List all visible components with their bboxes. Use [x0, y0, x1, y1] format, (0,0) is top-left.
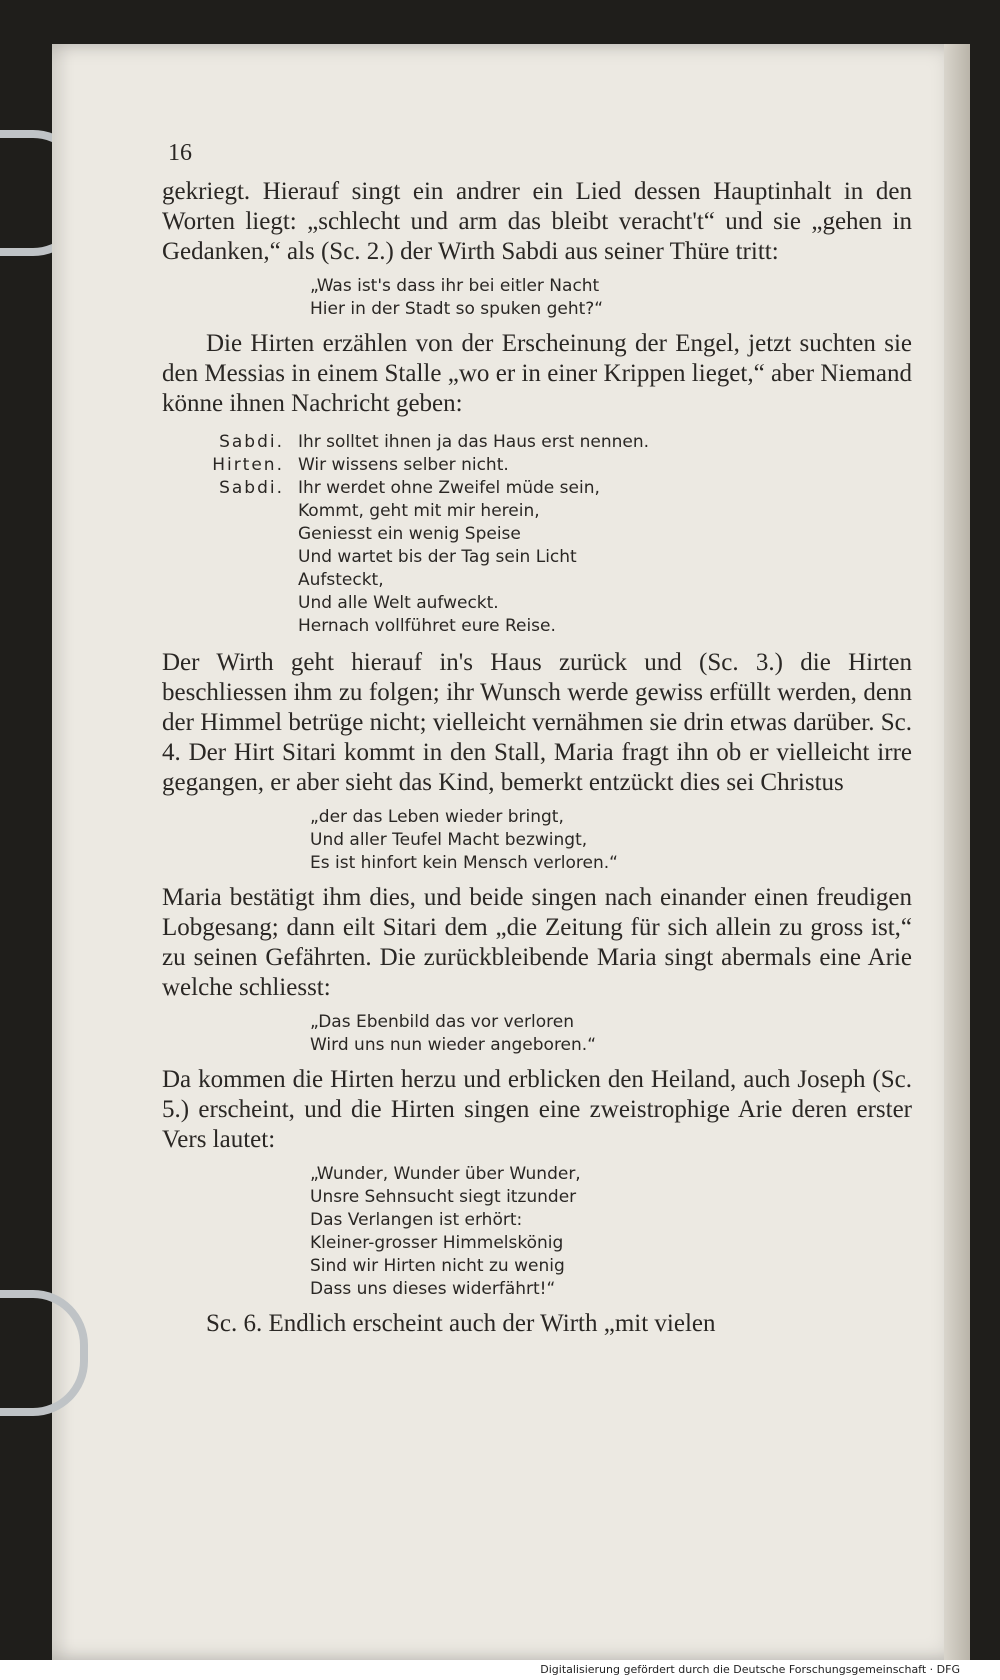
speaker: Sabdi. [219, 432, 284, 452]
dialog-block [162, 431, 912, 638]
verse-line: Unsre Sehnsucht siegt itzunder [310, 1187, 577, 1207]
verse-line: Wird uns nun wieder angeboren.“ [310, 1035, 597, 1055]
verse-4 [310, 1163, 912, 1301]
dialog-row [162, 477, 912, 638]
verse-1 [310, 275, 912, 321]
verse-line: Sind wir Hirten nicht zu wenig [310, 1256, 565, 1276]
dialog-line: Wir wissens selber nicht. [298, 455, 509, 475]
verse-line: „der das Leben wieder bringt, [310, 807, 564, 827]
verse-line: „Wunder, Wunder über Wunder, [310, 1164, 581, 1184]
dialog-line: Hernach vollführet eure Reise. [298, 616, 556, 636]
dialog-line: Und wartet bis der Tag sein Licht [298, 547, 577, 567]
dialog-line: Aufsteckt, [298, 570, 384, 590]
page-edge [944, 44, 970, 1660]
verse-line: Das Verlangen ist erhört: [310, 1210, 523, 1230]
verse-line: Und aller Teufel Macht bezwingt, [310, 830, 588, 850]
dialog-line: Kommt, geht mit mir herein, [298, 501, 540, 521]
paragraph-4: Maria bestätigt ihm dies, und beide singen nach einander einen freudigen Lobgesang; dann eilt Sitari dem „die Zeitung für sich allein zu gross ist,“ zu seinen Gefährten. Die zurückbleibende Maria singt abermals eine Arie welche schliesst: [162, 884, 912, 1001]
paragraph-2: Die Hirten erzählen von der Erscheinung der Engel, jetzt suchten sie den Messias in einem Stalle „wo er in einer Krippen lieget,“ aber Niemand könne ihnen Nachricht geben: [162, 330, 912, 417]
paragraph-1: gekriegt. Hierauf singt ein andrer ein Lied dessen Hauptinhalt in den Worten liegt: „schlecht und arm das bleibt veracht't“ und sie „gehen in Gedanken,“ als (Sc. 2.) der Wirth Sabdi aus seiner Thüre tritt: [162, 178, 912, 265]
verse-line: „Das Ebenbild das vor verloren [310, 1012, 574, 1032]
verse-2 [310, 806, 912, 875]
dialog-line: Ihr werdet ohne Zweifel müde sein, [298, 478, 600, 498]
verse-line: Es ist hinfort kein Mensch verloren.“ [310, 853, 618, 873]
dialog-row [162, 454, 912, 477]
verse-3 [310, 1011, 912, 1057]
paragraph-5: Da kommen die Hirten herzu und erblicken den Heiland, auch Joseph (Sc. 5.) erscheint, und die Hirten singen eine zweistrophige Arie deren erster Vers lautet: [162, 1066, 912, 1153]
paragraph-3: Der Wirth geht hierauf in's Haus zurück und (Sc. 3.) die Hirten beschliessen ihm zu folgen; ihr Wunsch werde gewiss erfüllt werden, denn der Himmel betrüge nicht; vielleicht vernähmen sie drin etwas darüber. Sc. 4. Der Hirt Sitari kommt in den Stall, Maria fragt ihn ob er vielleicht irre gegangen, er aber sieht das Kind, bemerkt entzückt dies sei Christus [162, 649, 912, 796]
verse-line: Dass uns dieses widerfährt!“ [310, 1279, 556, 1299]
footer-credit: Digitalisierung gefördert durch die Deutsche Forschungsgemeinschaft · DFG [540, 1663, 960, 1676]
dialog-line: Geniesst ein wenig Speise [298, 524, 521, 544]
dialog-line: Und alle Welt aufweckt. [298, 593, 499, 613]
verse-line: „Was ist's dass ihr bei eitler Nacht [310, 276, 600, 296]
verse-line: Kleiner-grosser Himmelskönig [310, 1233, 564, 1253]
footer-bar [0, 1660, 1000, 1680]
speaker: Hirten. [212, 455, 284, 475]
dialog-line: Ihr solltet ihnen ja das Haus erst nennen. [298, 432, 650, 452]
paragraph-6: Sc. 6. Endlich erscheint auch der Wirth „mit vielen [206, 1310, 716, 1337]
speaker: Sabdi. [219, 478, 284, 498]
verse-line: Hier in der Stadt so spuken geht?“ [310, 299, 604, 319]
dialog-row [162, 431, 912, 454]
page-text [162, 140, 912, 1339]
page-number: 16 [168, 140, 192, 166]
